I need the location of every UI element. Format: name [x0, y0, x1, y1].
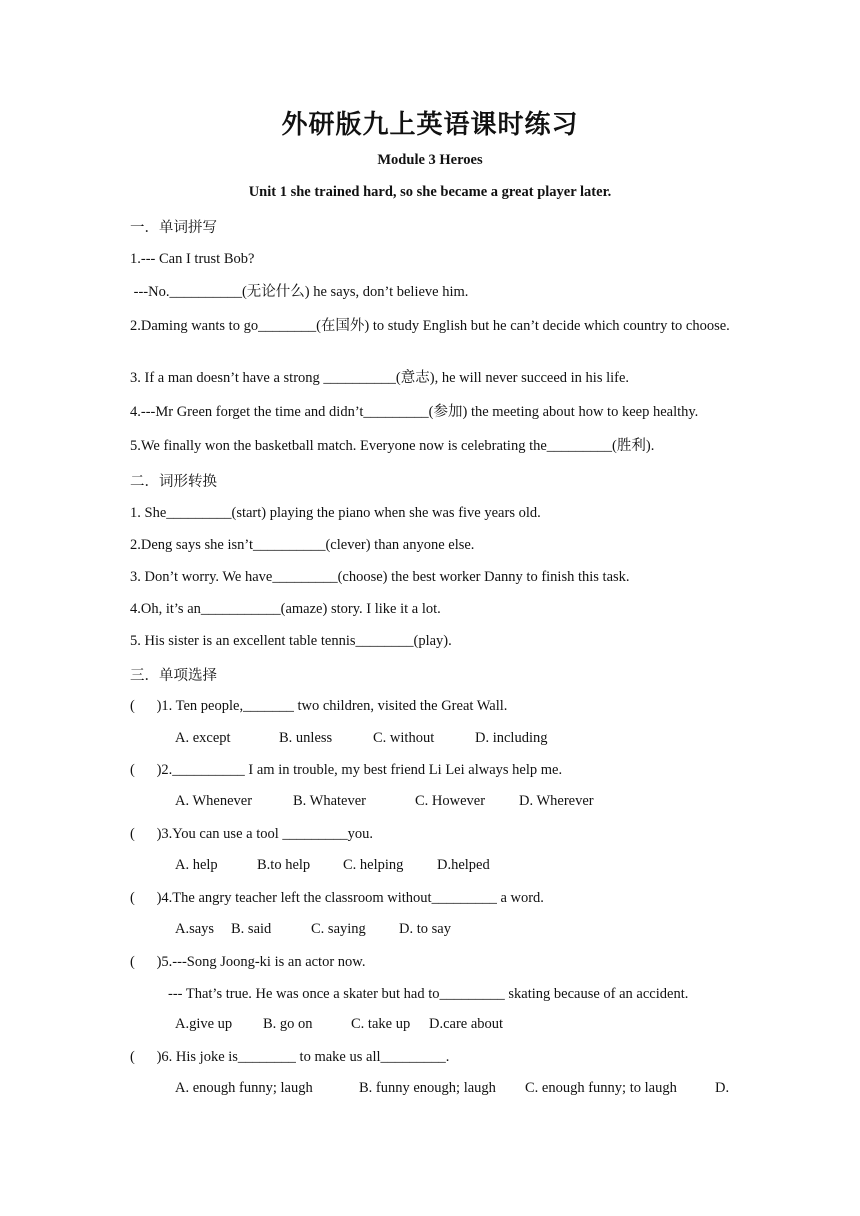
option-b: B. Whatever — [293, 793, 367, 809]
s2-question-1: 1. She_________(start) playing the piano when she was five years old. — [130, 505, 541, 521]
s3-question-4: ( )4.The angry teacher left the classroom without_________ a word. — [130, 890, 544, 906]
option-d: D. Wherever — [519, 793, 594, 809]
s2-question-3: 3. Don’t worry. We have_________(choose) the best worker Danny to finish this task. — [130, 569, 630, 585]
s1-question-3: 3. If a man doesn’t have a strong __________(意志), he will never succeed in his life. — [130, 370, 630, 386]
option-d: D.care about — [429, 1016, 504, 1032]
s1-question-4: 4.---Mr Green forget the time and didn’t_________(参加) the meeting about how to keep healthy. — [130, 404, 699, 420]
option-a: A.says — [175, 921, 215, 937]
s3-q2-options — [175, 793, 594, 810]
s3-q6-options — [175, 1080, 729, 1097]
option-d: D. — [715, 1080, 730, 1096]
option-b: B. funny enough; laugh — [359, 1080, 496, 1096]
s1-question-1b: ---No.__________(无论什么) he says, don’t believe him. — [130, 284, 469, 300]
s3-q1-options — [175, 730, 548, 747]
unit-heading: Unit 1 she trained hard, so she became a great player later. — [248, 184, 612, 200]
s2-question-5: 5. His sister is an excellent table tennis________(play). — [130, 633, 452, 649]
option-a: A.give up — [175, 1016, 233, 1032]
option-c: C. helping — [343, 857, 404, 873]
s1-question-2: 2.Daming wants to go________(在国外) to study English but he can’t decide which country to choose. — [130, 318, 730, 334]
s3-question-2: ( )2.__________ I am in trouble, my best friend Li Lei always help me. — [130, 762, 563, 778]
module-heading: Module 3 Heroes — [377, 152, 483, 168]
s1-question-5: 5.We finally won the basketball match. Everyone now is celebrating the_________(胜利). — [130, 438, 655, 454]
option-b: B. said — [231, 921, 272, 937]
option-c: C. without — [373, 730, 435, 746]
document-title: 外研版九上英语课时练习 — [281, 110, 579, 139]
option-a: A. enough funny; laugh — [175, 1080, 313, 1096]
s3-question-3: ( )3.You can use a tool _________you. — [130, 826, 373, 842]
section-heading-spelling: 一．单词拼写 — [130, 220, 217, 236]
option-d: D. to say — [399, 921, 451, 937]
option-a: A. except — [175, 730, 231, 746]
s3-q4-options — [175, 921, 451, 938]
s3-question-1: ( )1. Ten people,_______ two children, visited the Great Wall. — [130, 698, 508, 714]
option-d: D.helped — [437, 857, 490, 873]
s1-question-1a: 1.--- Can I trust Bob? — [130, 251, 255, 267]
s3-question-6: ( )6. His joke is________ to make us all_________. — [130, 1049, 450, 1065]
section-heading-word-forms: 二．词形转换 — [130, 474, 217, 490]
s3-q5-options — [175, 1016, 503, 1033]
s3-question-5-reply: --- That’s true. He was once a skater but had to_________ skating because of an accident. — [168, 986, 689, 1002]
option-c: C. saying — [311, 921, 366, 937]
option-b: B.to help — [257, 857, 311, 873]
option-a: A. help — [175, 857, 218, 873]
s3-question-5: ( )5.---Song Joong-ki is an actor now. — [130, 954, 366, 970]
option-c: C. take up — [351, 1016, 411, 1032]
option-c: C. However — [415, 793, 486, 809]
option-a: A. Whenever — [175, 793, 253, 809]
option-b: B. go on — [263, 1016, 313, 1032]
s3-q3-options — [175, 857, 490, 874]
option-b: B. unless — [279, 730, 333, 746]
section-heading-multiple-choice: 三．单项选择 — [130, 668, 217, 684]
option-c: C. enough funny; to laugh — [525, 1080, 677, 1096]
s2-question-2: 2.Deng says she isn’t__________(clever) than anyone else. — [130, 537, 475, 553]
option-d: D. including — [475, 730, 548, 746]
s2-question-4: 4.Oh, it’s an___________(amaze) story. I like it a lot. — [130, 601, 441, 617]
